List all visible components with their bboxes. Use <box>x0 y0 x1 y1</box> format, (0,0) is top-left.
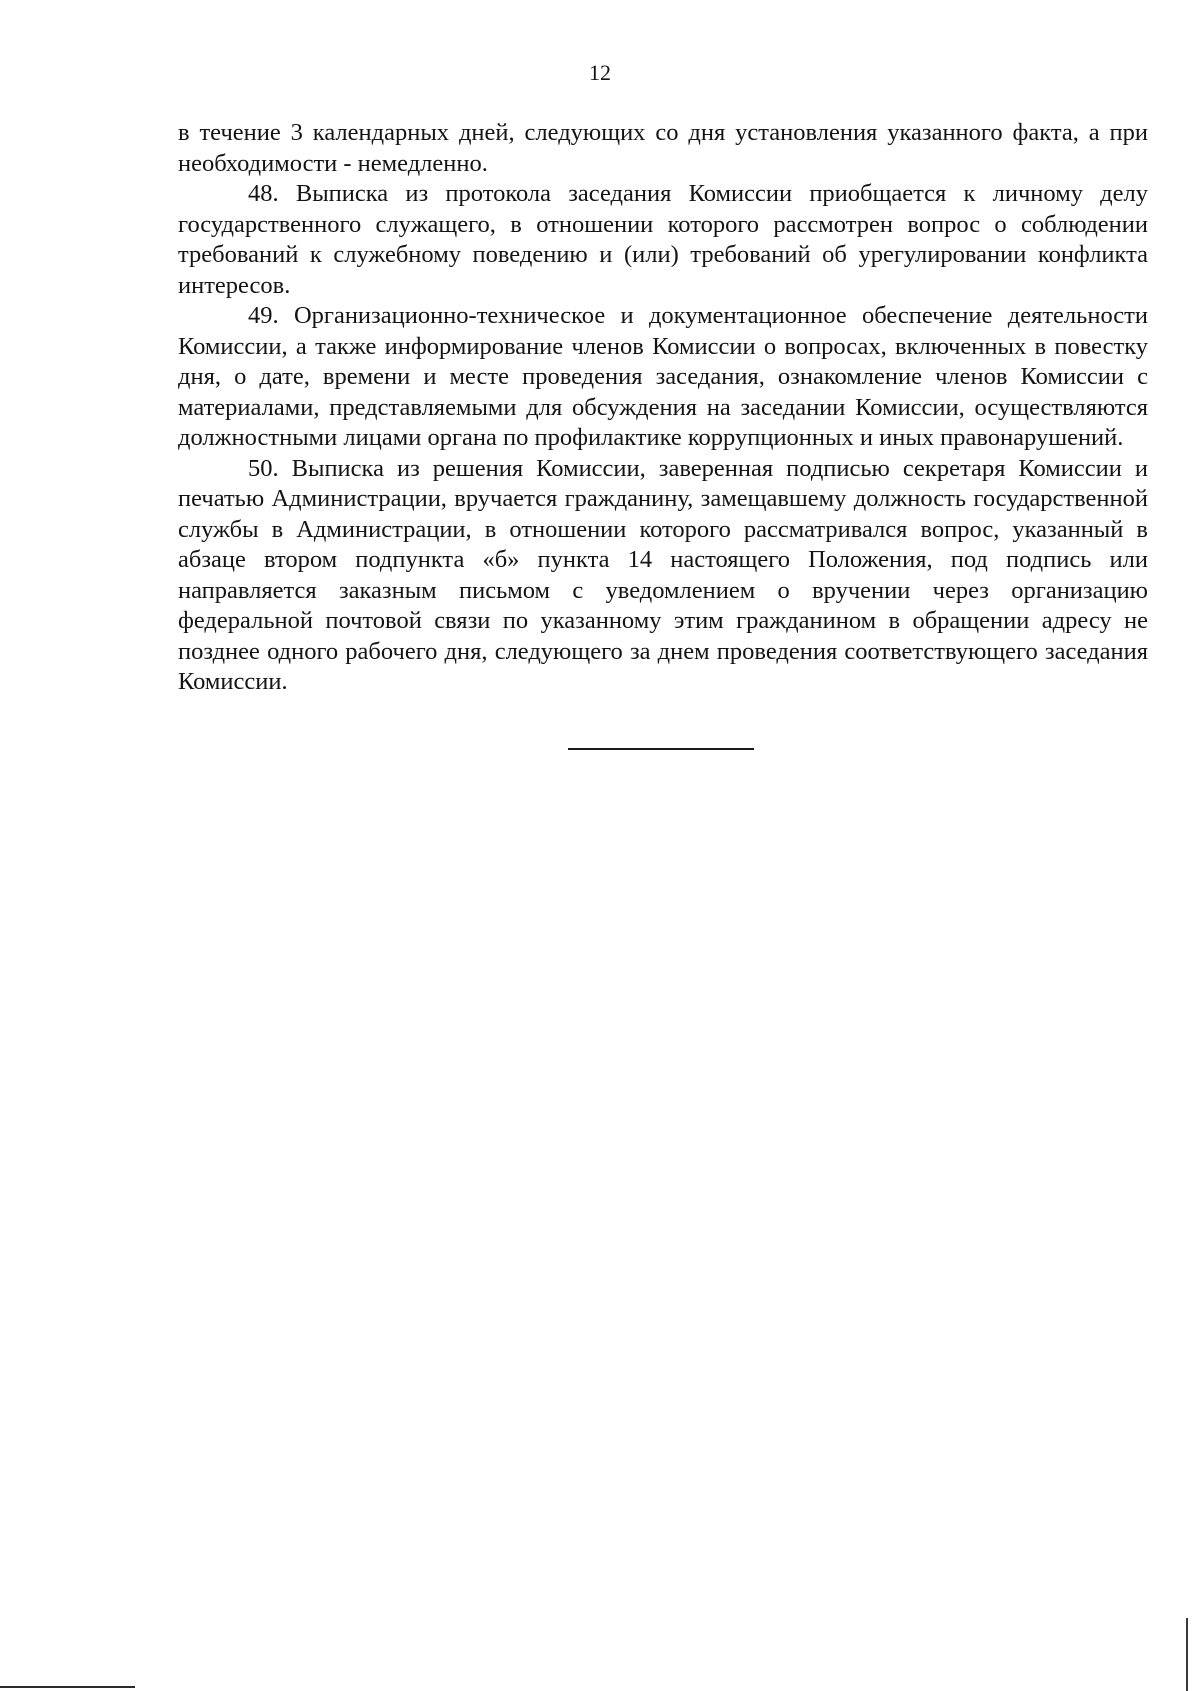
paragraph-50: 50. Выписка из решения Комиссии, заверенная подписью секретаря Комиссии и печатью Администрации, вручается гражданину, замещавшему должность государственной службы в Администрации, в отношении которого рассматривался вопрос, указанный в абзаце втором подпункта «б» пункта 14 настоящего Положения, под подпись или направляется заказным письмом с уведомлением о вручении через организацию федеральной почтовой связи по указанному этим гражданином в обращении адресу не позднее одного рабочего дня, следующего за днем проведения соответствующего заседания Комиссии. <box>178 454 1148 695</box>
paragraph-49: 49. Организационно-техническое и документационное обеспечение деятельности Комиссии, а также информирование членов Комиссии о вопросах, включенных в повестку дня, о дате, времени и месте проведения заседания, ознакомление членов Комиссии с материалами, представляемыми для обсуждения на заседании Комиссии, осуществляются должностными лицами органа по профилактике коррупционных и иных правонарушений. <box>178 302 1148 451</box>
scan-edge-mark-bottom <box>0 1686 135 1688</box>
document-body <box>178 118 1148 698</box>
scan-edge-mark-right <box>1186 1618 1188 1691</box>
paragraph-48: 48. Выписка из протокола заседания Комиссии приобщается к личному делу государственного служащего, в отношении которого рассмотрен вопрос о соблюдении требований к служебному поведению и (или) требований об урегулировании конфликта интересов. <box>178 180 1148 299</box>
end-of-document-rule <box>568 748 754 750</box>
paragraph-continuation: в течение 3 календарных дней, следующих со дня установления указанного факта, а при необходимости - немедленно. <box>178 119 1148 177</box>
page-number: 12 <box>589 60 611 85</box>
